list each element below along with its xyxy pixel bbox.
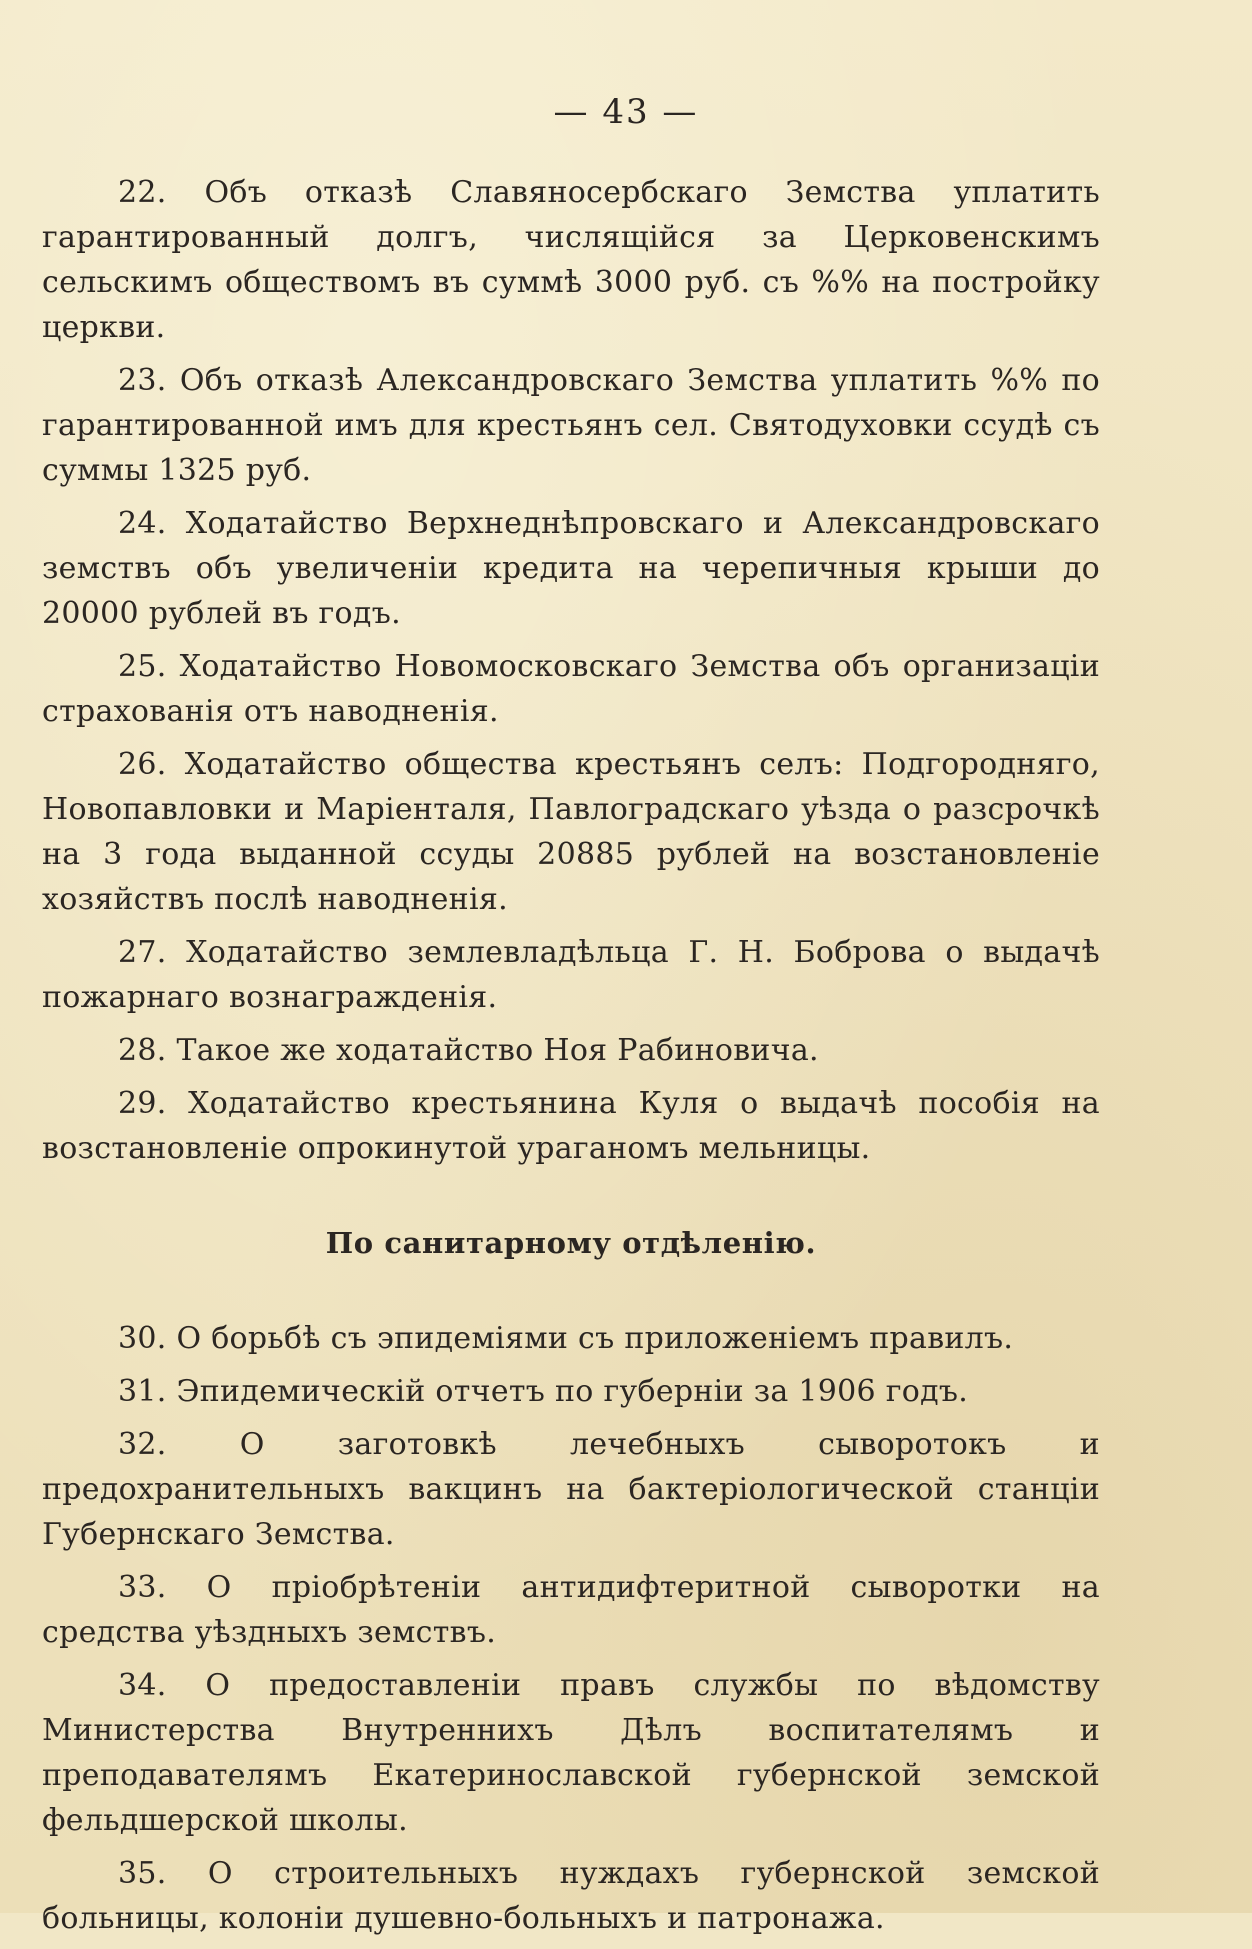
item-number: 22. bbox=[118, 175, 167, 210]
item-number: 27. bbox=[118, 935, 167, 970]
item-number: 28. bbox=[118, 1033, 167, 1068]
item-text: О предоставленіи правъ службы по вѣдомству Министерства Внутреннихъ Дѣлъ воспитателямъ и преподавателямъ Екатеринославской губернской земской фельдшерской школы. bbox=[42, 1668, 1100, 1838]
agenda-item-32 bbox=[42, 1422, 1100, 1557]
item-number: 35. bbox=[118, 1856, 167, 1891]
item-number: 32. bbox=[118, 1427, 167, 1462]
item-number: 26. bbox=[118, 747, 167, 782]
agenda-item-35 bbox=[42, 1851, 1100, 1941]
item-text: Ходатайство Верхнеднѣпровскаго и Александровскаго земствъ объ увеличеніи кредита на черепичныя крыши до 20000 рублей въ годъ. bbox=[42, 506, 1101, 631]
item-text: О борьбѣ съ эпидеміями съ приложеніемъ правилъ. bbox=[176, 1321, 1014, 1356]
item-number: 34. bbox=[118, 1668, 167, 1703]
item-text: Ходатайство Новомосковскаго Земства объ организаціи страхованія отъ наводненія. bbox=[42, 649, 1100, 729]
item-text: Ходатайство крестьянина Куля о выдачѣ пособія на возстановленіе опрокинутой ураганомъ мельницы. bbox=[42, 1086, 1100, 1166]
agenda-item-30 bbox=[42, 1316, 1100, 1361]
item-text: О строительныхъ нуждахъ губернской земской больницы, колоніи душевно-больныхъ и патронажа. bbox=[42, 1856, 1100, 1936]
item-number: 25. bbox=[118, 649, 167, 684]
item-text: Такое же ходатайство Ноя Рабиновича. bbox=[176, 1033, 819, 1068]
item-text: Объ отказѣ Александровскаго Земства уплатить %% по гарантированной имъ для крестьянъ сел. Святодуховки ссудѣ съ суммы 1325 руб. bbox=[42, 363, 1100, 488]
agenda-item-31 bbox=[42, 1369, 1100, 1414]
item-text: Объ отказѣ Славяносербскаго Земства уплатить гарантированный долгъ, числящійся за Церковенскимъ сельскимъ обществомъ въ суммѣ 3000 руб. съ %% на постройку церкви. bbox=[42, 175, 1100, 345]
item-number: 31. bbox=[118, 1374, 167, 1409]
agenda-item-23 bbox=[42, 358, 1100, 493]
agenda-body bbox=[42, 170, 1100, 1949]
agenda-item-33 bbox=[42, 1565, 1100, 1655]
item-number: 23. bbox=[118, 363, 167, 398]
item-number: 30. bbox=[118, 1321, 167, 1356]
agenda-item-25 bbox=[42, 644, 1100, 734]
item-text: О пріобрѣтеніи антидифтеритной сыворотки на средства уѣздныхъ земствъ. bbox=[42, 1570, 1100, 1650]
agenda-item-26 bbox=[42, 742, 1100, 922]
item-text: Эпидемическій отчетъ по губерніи за 1906 годъ. bbox=[176, 1374, 969, 1409]
item-number: 33. bbox=[118, 1570, 167, 1605]
section-heading: По санитарному отдѣленію. bbox=[325, 1226, 817, 1260]
item-number: 24. bbox=[118, 506, 167, 541]
item-number: 29. bbox=[118, 1086, 167, 1121]
agenda-item-29 bbox=[42, 1081, 1100, 1171]
item-text: Ходатайство общества крестьянъ селъ: Подгородняго, Новопавловки и Маріенталя, Павлоградскаго уѣзда о разсрочкѣ на 3 года выданной ссуды 20885 рублей на возстановленіе хозяйствъ послѣ наводненія. bbox=[42, 747, 1100, 917]
page-number: — 43 — bbox=[553, 92, 699, 132]
agenda-item-27 bbox=[42, 930, 1100, 1020]
agenda-item-34 bbox=[42, 1663, 1100, 1843]
agenda-item-24 bbox=[42, 501, 1100, 636]
item-text: Ходатайство землевладѣльца Г. Н. Боброва о выдачѣ пожарнаго вознагражденія. bbox=[42, 935, 1100, 1015]
agenda-item-28 bbox=[42, 1028, 1100, 1073]
agenda-item-22 bbox=[42, 170, 1100, 350]
item-text: О заготовкѣ лечебныхъ сыворотокъ и предохранительныхъ вакцинъ на бактеріологической станціи Губернскаго Земства. bbox=[42, 1427, 1100, 1552]
